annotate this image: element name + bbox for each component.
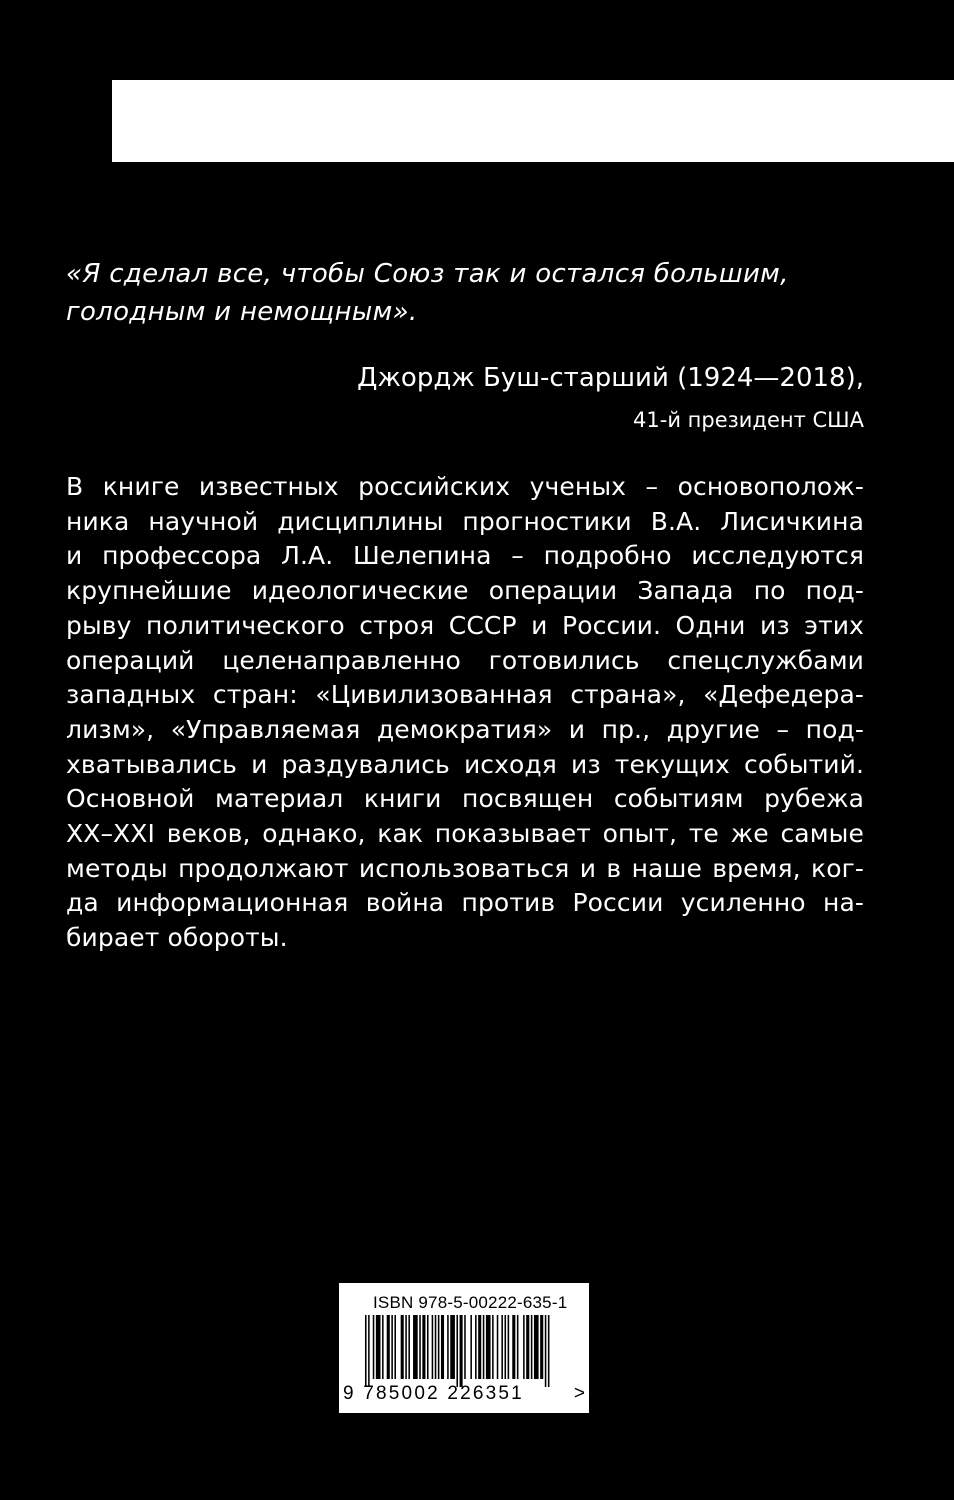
barcode-bar <box>526 1315 529 1379</box>
description-line: ника научной дисциплины прогностики В.А. Лисичкина <box>66 506 864 536</box>
barcode-bar <box>447 1315 449 1379</box>
barcode-bar <box>382 1315 384 1379</box>
barcode-bar <box>422 1315 425 1379</box>
barcode-bar <box>512 1315 515 1379</box>
barcode-digits: 9 785002 226351 <box>343 1383 524 1404</box>
barcode-bar <box>450 1315 455 1379</box>
barcode-bar <box>523 1315 525 1379</box>
book-description <box>66 470 864 956</box>
barcode-bar <box>394 1315 396 1379</box>
description-line: операций целенаправленно готовились спецслужбами <box>66 645 864 675</box>
description-line: и профессора Л.А. Шелепина – подробно исследуются <box>66 541 864 571</box>
isbn-barcode <box>339 1283 589 1413</box>
barcode-bar <box>478 1315 481 1379</box>
barcode-arrow: > <box>573 1383 585 1404</box>
description-line: бирает обороты. <box>66 923 288 953</box>
barcode-bar <box>545 1315 547 1387</box>
description-line: В книге известных российских ученых – основополож- <box>66 472 864 501</box>
description-line: да информационная война против России усиленно на- <box>66 888 864 918</box>
barcode-bar <box>486 1315 491 1379</box>
barcode-bar <box>405 1315 407 1379</box>
barcode-bar <box>391 1315 393 1379</box>
barcode-bar <box>517 1315 519 1379</box>
barcode-bar <box>531 1315 533 1379</box>
barcode-bar <box>508 1315 510 1379</box>
description-line: рыву политического строя СССР и России. Одни из этих <box>66 610 864 640</box>
barcode-bar <box>408 1315 410 1379</box>
description-line: Основной материал книги посвящен событиям рубежа <box>66 784 864 814</box>
barcode-bar <box>376 1315 381 1379</box>
barcode-bar <box>438 1315 440 1379</box>
barcode-bar <box>368 1315 370 1387</box>
barcode-bar <box>534 1315 539 1379</box>
barcode-bar <box>460 1315 463 1387</box>
quote-line: голодным и немощным». <box>66 297 418 327</box>
barcode-bar <box>413 1315 418 1379</box>
barcode-bar <box>505 1315 507 1379</box>
barcode-bar <box>427 1315 429 1379</box>
barcode-bar <box>435 1315 437 1379</box>
quote-author-role: 41-й президент США <box>633 408 864 432</box>
barcode-bar <box>497 1315 499 1379</box>
barcode-bar <box>475 1315 477 1379</box>
barcode-bar <box>419 1315 421 1379</box>
barcode-bar <box>470 1315 472 1379</box>
quote-line: «Я сделал все, чтобы Союз так и остался большим, <box>66 259 789 289</box>
barcode-bar <box>373 1315 375 1379</box>
epigraph-quote <box>66 255 866 331</box>
barcode-bar <box>483 1315 485 1379</box>
barcode-bar <box>387 1315 390 1379</box>
barcode-bar <box>432 1315 434 1379</box>
barcode-bar <box>501 1315 503 1379</box>
barcode-bar <box>492 1315 494 1379</box>
barcode-bar <box>365 1315 367 1387</box>
isbn-number: ISBN 978-5-00222-635-1 <box>373 1293 568 1312</box>
barcode-bar <box>456 1315 458 1387</box>
barcode-bar <box>548 1315 550 1387</box>
description-line: методы продолжают использоваться и в наше время, ког- <box>66 853 864 883</box>
barcode-bars <box>365 1315 565 1387</box>
quote-author: Джордж Буш-старший (1924—2018), <box>357 363 864 393</box>
description-line: хватывались и раздувались исходя из текущих событий. <box>66 749 864 779</box>
description-line: лизм», «Управляемая демократия» и пр., другие – под- <box>66 714 864 744</box>
white-title-band <box>112 80 954 162</box>
barcode-bar <box>464 1315 466 1379</box>
barcode-bar <box>540 1315 543 1379</box>
description-line: крупнейшие идеологические операции Запада по под- <box>66 576 864 606</box>
barcode-bar <box>401 1315 404 1379</box>
barcode-bar <box>441 1315 444 1379</box>
description-line: западных стран: «Цивилизованная страна», «Дефедера- <box>66 680 864 710</box>
description-line: XX–XXI веков, однако, как показывает опыт, те же самые <box>66 819 864 849</box>
